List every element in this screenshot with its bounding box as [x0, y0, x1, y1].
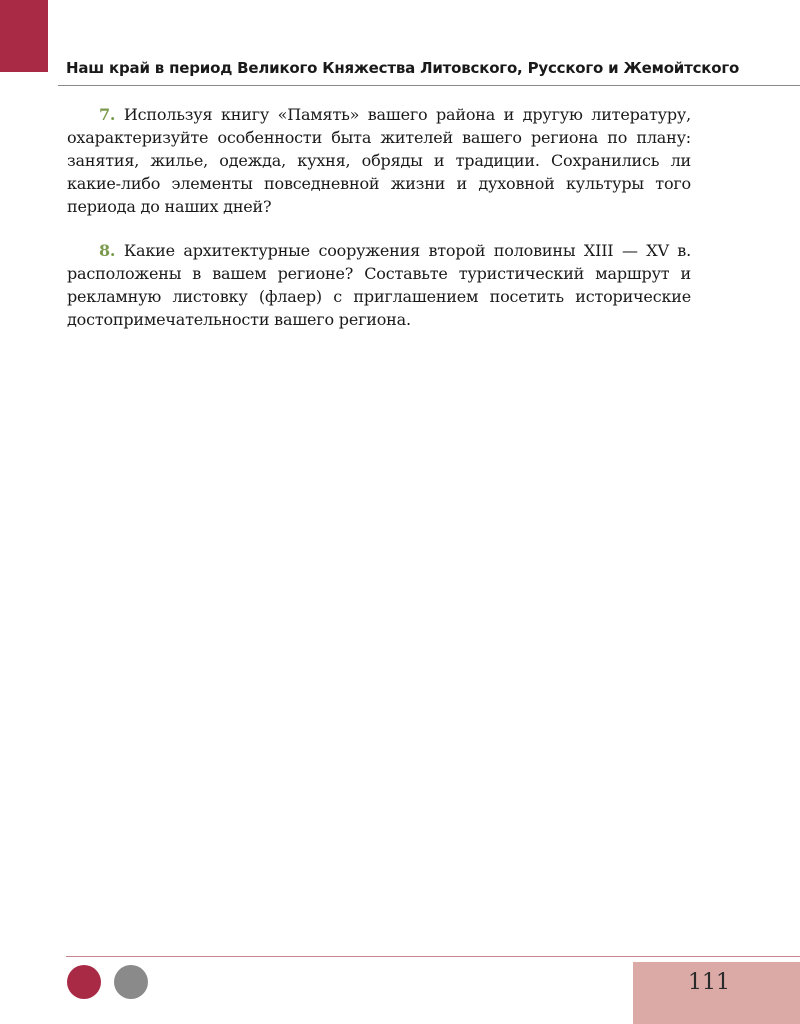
page-number: 111: [688, 970, 730, 995]
question-number: 8.: [99, 241, 116, 260]
running-header: Наш край в период Великого Княжества Литовского, Русского и Жемойтского: [66, 59, 740, 77]
corner-color-block: [0, 0, 48, 72]
page-content: [67, 103, 691, 352]
question-7: [67, 103, 691, 218]
page-number-box: [633, 962, 800, 1024]
question-number: 7.: [99, 105, 116, 124]
red-circle-icon: [67, 965, 101, 999]
footer-divider: [66, 956, 800, 957]
gray-circle-icon: [114, 965, 148, 999]
question-8: [67, 239, 691, 331]
header-divider: [58, 85, 800, 86]
question-text: Используя книгу «Память» вашего района и другую литературу, охарактеризуйте особенности быта жителей вашего региона по плану: занятия, жилье, одежда, кухня, обряды и традиции. Сохранились ли какие-либо элементы повседневной жизни и духовной культуры того периода до наших дней?: [67, 105, 691, 216]
question-text: Какие архитектурные сооружения второй половины XIII — XV в. расположены в вашем регионе? Составьте туристический маршрут и рекламную листовку (флаер) с приглашением посетить исторические достопримечательности вашего региона.: [67, 241, 691, 329]
